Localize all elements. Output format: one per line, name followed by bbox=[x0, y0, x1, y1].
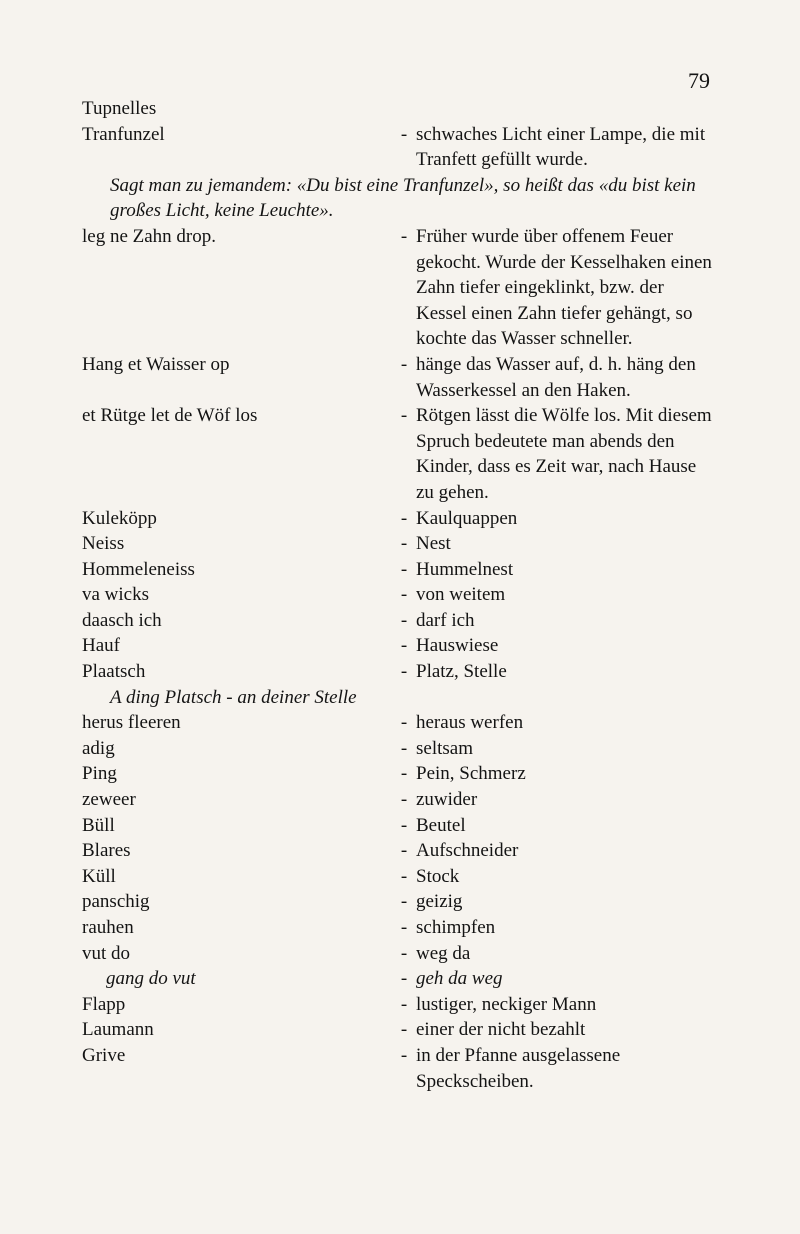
glossary-list bbox=[82, 96, 722, 1094]
entry-term: zeweer bbox=[82, 789, 136, 811]
entry-row bbox=[82, 864, 722, 890]
entry-term: Hommeleneiss bbox=[82, 558, 195, 580]
entry-row bbox=[82, 96, 722, 122]
usage-note: Sagt man zu jemandem: «Du bist eine Tranfunzel», so heißt das «du bist kein großes Licht, keine Leuchte». bbox=[110, 174, 696, 222]
entry-term: panschig bbox=[82, 891, 150, 913]
entry-dash: - bbox=[400, 558, 408, 580]
entry-definition: Hauswiese bbox=[416, 635, 499, 657]
entry-definition: zuwider bbox=[416, 789, 478, 811]
entry-dash: - bbox=[400, 123, 408, 145]
entry-row bbox=[82, 659, 722, 685]
entry-dash: - bbox=[400, 609, 408, 631]
entry-row bbox=[82, 506, 722, 532]
entry-row bbox=[82, 889, 722, 915]
entry-dash: - bbox=[400, 917, 408, 938]
entry-dash: - bbox=[400, 1044, 408, 1066]
entry-term: Ping bbox=[82, 763, 117, 785]
entry-term: Neiss bbox=[82, 533, 125, 555]
entry-term: Grive bbox=[82, 1044, 126, 1066]
entry-term: adig bbox=[82, 737, 115, 759]
entry-dash: - bbox=[400, 865, 408, 887]
entry-row bbox=[82, 122, 722, 173]
entry-row bbox=[82, 633, 722, 659]
entry-definition: lustiger, neckiger Mann bbox=[416, 993, 597, 1015]
entry-term: Blares bbox=[82, 840, 131, 862]
entry-term: herus fleeren bbox=[82, 712, 181, 734]
entry-dash: - bbox=[400, 584, 408, 606]
entry-row bbox=[82, 813, 722, 839]
entry-definition: Platz, Stelle bbox=[416, 661, 507, 683]
entry-dash: - bbox=[400, 737, 408, 759]
entry-row bbox=[82, 710, 722, 736]
entry-definition: von weitem bbox=[416, 584, 506, 606]
entry-definition: schwaches Licht einer Lampe, die mit Tranfett gefüllt wurde. bbox=[416, 123, 706, 171]
entry-definition: weg da bbox=[416, 942, 471, 964]
entry-row bbox=[82, 224, 722, 352]
entry-dash: - bbox=[400, 533, 408, 555]
entry-term: Küll bbox=[82, 865, 116, 887]
entry-definition: schimpfen bbox=[416, 917, 496, 938]
entry-dash: - bbox=[400, 993, 408, 1015]
entry-dash: - bbox=[400, 814, 408, 836]
entry-definition: Kaulquappen bbox=[416, 507, 518, 529]
entry-term: Flapp bbox=[82, 993, 126, 1015]
entry-definition: darf ich bbox=[416, 609, 475, 631]
entry-dash: - bbox=[400, 942, 408, 964]
entry-definition: heraus werfen bbox=[416, 712, 524, 734]
entry-term: vut do bbox=[82, 942, 131, 964]
entry-dash: - bbox=[400, 712, 408, 734]
entry-definition: Beutel bbox=[416, 814, 466, 836]
entry-term: et Rütge let de Wöf los bbox=[82, 405, 258, 427]
entry-definition: in der Pfanne ausgelassene Speckscheiben. bbox=[416, 1044, 621, 1092]
entry-row bbox=[82, 992, 722, 1018]
entry-dash: - bbox=[400, 789, 408, 811]
entry-term: Tranfunzel bbox=[82, 123, 165, 145]
entry-definition: Früher wurde über offenem Feuer gekocht. Wurde der Kesselhaken einen Zahn tiefer eingeklinkt, bzw. der Kessel einen Zahn tiefer gehängt, so kochte das Wasser schneller. bbox=[416, 225, 712, 350]
example-row bbox=[82, 966, 722, 992]
entry-definition: Pein, Schmerz bbox=[416, 763, 526, 785]
entry-row bbox=[82, 352, 722, 403]
entry-dash: - bbox=[400, 763, 408, 785]
entry-dash: - bbox=[400, 968, 408, 990]
example-translation: geh da weg bbox=[416, 968, 503, 990]
entry-definition: geizig bbox=[416, 891, 463, 913]
entry-term: Kuleköpp bbox=[82, 507, 157, 529]
usage-note: A ding Platsch - an deiner Stelle bbox=[110, 686, 357, 708]
entry-row bbox=[82, 787, 722, 813]
entry-dash: - bbox=[400, 1019, 408, 1041]
entry-dash: - bbox=[400, 507, 408, 529]
entry-row bbox=[82, 1017, 722, 1043]
entry-row bbox=[82, 531, 722, 557]
entry-row bbox=[82, 761, 722, 787]
page-number: 79 bbox=[688, 68, 710, 93]
entry-definition: Hummelnest bbox=[416, 558, 514, 580]
entry-definition: Stock bbox=[416, 865, 460, 887]
entry-row bbox=[82, 582, 722, 608]
entry-term: rauhen bbox=[82, 917, 134, 938]
entry-term: Tupnelles bbox=[82, 98, 157, 119]
entry-definition: Rötgen lässt die Wölfe los. Mit diesem Spruch bedeutete man abends den Kinder, dass es Zeit war, nach Hause zu gehen. bbox=[416, 405, 712, 503]
entry-dash: - bbox=[400, 840, 408, 862]
entry-definition: einer der nicht bezahlt bbox=[416, 1019, 586, 1041]
entry-definition: hänge das Wasser auf, d. h. häng den Wasserkessel an den Haken. bbox=[416, 353, 696, 401]
entry-row bbox=[82, 838, 722, 864]
entry-term: Hang et Waisser op bbox=[82, 353, 230, 375]
entry-term: Laumann bbox=[82, 1019, 154, 1041]
entry-row bbox=[82, 736, 722, 762]
entry-term: va wicks bbox=[82, 584, 150, 606]
entry-term: Büll bbox=[82, 814, 115, 836]
entry-term: Plaatsch bbox=[82, 661, 146, 683]
entry-dash: - bbox=[400, 891, 408, 913]
entry-definition: seltsam bbox=[416, 737, 473, 759]
entry-row bbox=[82, 403, 722, 505]
entry-row bbox=[82, 915, 722, 941]
entry-term: leg ne Zahn drop. bbox=[82, 225, 217, 247]
entry-row bbox=[82, 557, 722, 583]
entry-dash: - bbox=[400, 661, 408, 683]
entry-term: daasch ich bbox=[82, 609, 162, 631]
entry-dash: - bbox=[400, 405, 408, 427]
entry-row bbox=[82, 941, 722, 967]
entry-term: Hauf bbox=[82, 635, 120, 657]
entry-row bbox=[82, 1043, 722, 1094]
entry-row bbox=[82, 608, 722, 634]
entry-dash: - bbox=[400, 353, 408, 375]
entry-definition: Nest bbox=[416, 533, 451, 555]
entry-definition: Aufschneider bbox=[416, 840, 519, 862]
entry-dash: - bbox=[400, 635, 408, 657]
entry-dash: - bbox=[400, 225, 408, 247]
example-phrase: gang do vut bbox=[106, 968, 196, 990]
